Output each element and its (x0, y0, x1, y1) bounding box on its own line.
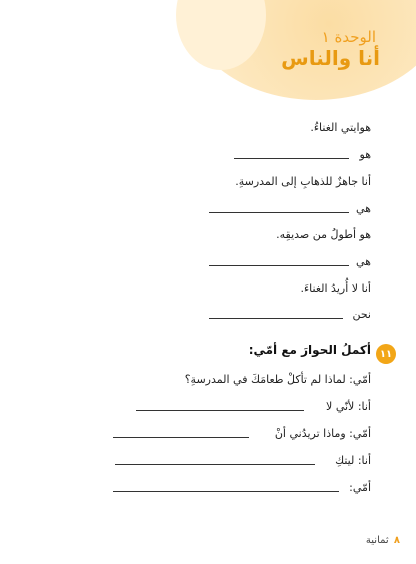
answer-lead: هي (356, 202, 371, 215)
answer-lead: هو (359, 148, 371, 161)
page-number-digit: ٨ (393, 535, 400, 546)
dialogue-text: أمّي: وماذا تريدُني أنْ (274, 427, 371, 440)
dialogue-text: أنا: لأنّي لا (326, 400, 371, 413)
answer-line[interactable] (234, 158, 349, 159)
exercise-number-badge: ١١ (376, 344, 396, 364)
dialogue-text: أنا: ليتكِ (335, 454, 371, 467)
exercise-1-answer-2[interactable] (30, 199, 371, 219)
dialogue-text: أمّي: لماذا لم تأكلْ طعامَكَ في المدرسةِ؟ (184, 373, 371, 386)
exercise-1-prompt-3 (30, 225, 371, 245)
unit-label: الوحدة ١ (321, 28, 376, 46)
dialogue-line-5[interactable] (30, 478, 371, 498)
exercise-1-prompt-4 (30, 279, 371, 299)
dialogue-line-2[interactable] (30, 397, 371, 417)
prompt-text: أنا لا أُريدُ الغناءَ. (300, 282, 371, 295)
dialogue-text: أمّي: (349, 481, 371, 494)
prompt-text: هوايتي الغناءُ. (310, 121, 371, 134)
answer-line[interactable] (113, 437, 249, 438)
exercise-2-title: أكملُ الحوارَ مع أمّي: (248, 343, 371, 357)
page-number (366, 535, 400, 546)
answer-line[interactable] (209, 212, 349, 213)
prompt-text: أنا جاهزٌ للذهابِ إلى المدرسةِ. (235, 175, 371, 188)
exercise-1-answer-1[interactable] (30, 145, 371, 165)
answer-line[interactable] (136, 410, 304, 411)
unit-title: أنا والناس (281, 46, 380, 70)
exercise-1-answer-4[interactable] (30, 305, 371, 325)
exercise-1-answer-3[interactable] (30, 252, 371, 272)
prompt-text: هو أطولُ من صديقِه. (276, 228, 371, 241)
dialogue-line-4[interactable] (30, 451, 371, 471)
answer-line[interactable] (209, 318, 343, 319)
answer-line[interactable] (115, 464, 315, 465)
exercise-1-prompt-2 (30, 172, 371, 192)
answer-lead: هي (356, 255, 371, 268)
page-number-word: ثمانية (365, 535, 389, 546)
answer-line[interactable] (113, 491, 339, 492)
dialogue-line-1 (30, 370, 371, 390)
answer-line[interactable] (209, 265, 349, 266)
answer-lead: نحن (352, 308, 371, 321)
dialogue-line-3[interactable] (30, 424, 371, 444)
exercise-1-prompt-1 (30, 118, 371, 138)
